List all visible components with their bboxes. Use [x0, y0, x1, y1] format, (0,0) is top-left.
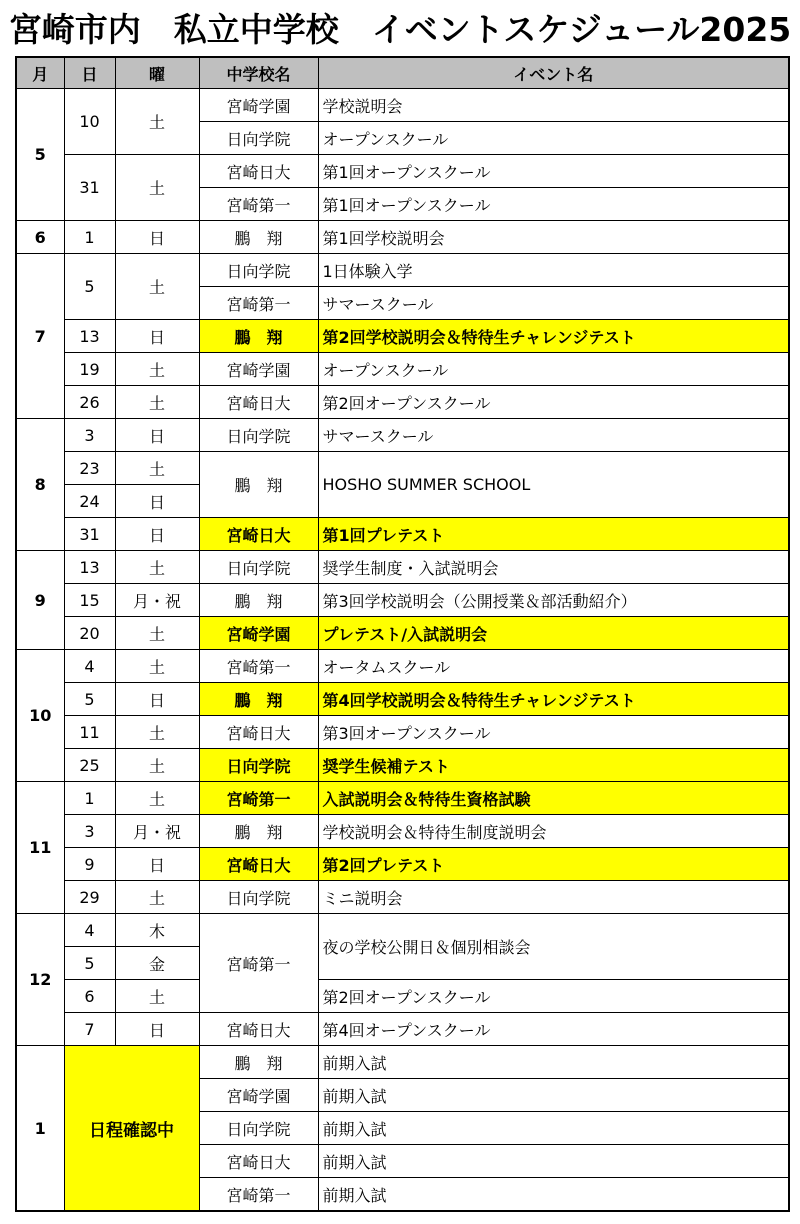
weekday-cell: 日: [115, 518, 199, 551]
event-cell: プレテスト/入試説明会: [318, 617, 789, 650]
day-cell: 23: [64, 452, 115, 485]
table-row: [16, 1046, 789, 1079]
page-title: 宮崎市内 私立中学校 イベントスケジュール2025: [8, 10, 792, 49]
weekday-cell: 土: [115, 716, 199, 749]
month-cell: 12: [16, 914, 64, 1046]
event-cell: 前期入試: [318, 1112, 789, 1145]
day-cell: 31: [64, 518, 115, 551]
weekday-cell: 土: [115, 617, 199, 650]
weekday-cell: 土: [115, 980, 199, 1013]
weekday-cell: 土: [115, 452, 199, 485]
school-cell: 宮崎第一: [199, 650, 318, 683]
school-cell: 日向学院: [199, 122, 318, 155]
day-cell: 9: [64, 848, 115, 881]
event-cell: 学校説明会＆特待生制度説明会: [318, 815, 789, 848]
event-cell: 第2回学校説明会＆特待生チャレンジテスト: [318, 320, 789, 353]
table-row: [16, 782, 789, 815]
header-month: 月: [16, 57, 64, 89]
weekday-cell: 日: [115, 221, 199, 254]
day-cell: 13: [64, 551, 115, 584]
day-cell: 20: [64, 617, 115, 650]
school-cell: 鵬 翔: [199, 815, 318, 848]
schedule-body: [16, 89, 789, 1212]
event-cell: オータムスクール: [318, 650, 789, 683]
day-cell: 1: [64, 221, 115, 254]
schedule-pending-cell: 日程確認中: [64, 1046, 199, 1212]
weekday-cell: 日: [115, 1013, 199, 1046]
table-row: [16, 650, 789, 683]
weekday-cell: 月・祝: [115, 815, 199, 848]
weekday-cell: 土: [115, 551, 199, 584]
table-row: [16, 452, 789, 485]
event-cell: 入試説明会＆特待生資格試験: [318, 782, 789, 815]
school-cell: 宮崎学園: [199, 89, 318, 122]
header-day: 日: [64, 57, 115, 89]
day-cell: 11: [64, 716, 115, 749]
table-row: [16, 749, 789, 782]
month-cell: 10: [16, 650, 64, 782]
table-row: [16, 1013, 789, 1046]
month-cell: 5: [16, 89, 64, 221]
event-cell: 第2回オープンスクール: [318, 386, 789, 419]
month-cell: 8: [16, 419, 64, 551]
event-cell: 前期入試: [318, 1079, 789, 1112]
event-cell: 1日体験入学: [318, 254, 789, 287]
table-row: [16, 155, 789, 188]
weekday-cell: 土: [115, 881, 199, 914]
event-cell: 前期入試: [318, 1145, 789, 1178]
weekday-cell: 土: [115, 782, 199, 815]
school-cell: 宮崎日大: [199, 716, 318, 749]
weekday-cell: 土: [115, 386, 199, 419]
day-cell: 26: [64, 386, 115, 419]
school-cell: 日向学院: [199, 1112, 318, 1145]
school-cell: 宮崎第一: [199, 188, 318, 221]
table-row: [16, 353, 789, 386]
weekday-cell: 土: [115, 254, 199, 320]
table-row: [16, 848, 789, 881]
event-cell: サマースクール: [318, 287, 789, 320]
day-cell: 25: [64, 749, 115, 782]
school-cell: 宮崎第一: [199, 287, 318, 320]
school-cell: 鵬 翔: [199, 584, 318, 617]
table-row: [16, 320, 789, 353]
day-cell: 6: [64, 980, 115, 1013]
school-cell: 鵬 翔: [199, 1046, 318, 1079]
table-row: [16, 914, 789, 947]
event-cell: 第2回オープンスクール: [318, 980, 789, 1013]
table-row: [16, 716, 789, 749]
day-cell: 13: [64, 320, 115, 353]
weekday-cell: 日: [115, 419, 199, 452]
school-cell: 宮崎学園: [199, 353, 318, 386]
table-row: [16, 89, 789, 122]
weekday-cell: 日: [115, 683, 199, 716]
school-cell: 日向学院: [199, 254, 318, 287]
school-cell: 宮崎日大: [199, 386, 318, 419]
event-cell: オープンスクール: [318, 353, 789, 386]
header-row: [16, 57, 789, 89]
event-cell: 第1回オープンスクール: [318, 188, 789, 221]
event-cell: オープンスクール: [318, 122, 789, 155]
event-cell: 前期入試: [318, 1178, 789, 1212]
event-cell: HOSHO SUMMER SCHOOL: [318, 452, 789, 518]
school-cell: 日向学院: [199, 419, 318, 452]
event-cell: 第2回プレテスト: [318, 848, 789, 881]
month-cell: 9: [16, 551, 64, 650]
weekday-cell: 土: [115, 353, 199, 386]
school-cell: 宮崎学園: [199, 1079, 318, 1112]
weekday-cell: 月・祝: [115, 584, 199, 617]
day-cell: 5: [64, 254, 115, 320]
weekday-cell: 日: [115, 485, 199, 518]
month-cell: 7: [16, 254, 64, 419]
day-cell: 29: [64, 881, 115, 914]
school-cell: 宮崎第一: [199, 782, 318, 815]
event-cell: 前期入試: [318, 1046, 789, 1079]
table-row: [16, 386, 789, 419]
school-cell: 宮崎第一: [199, 914, 318, 1013]
event-cell: ミニ説明会: [318, 881, 789, 914]
day-cell: 24: [64, 485, 115, 518]
table-row: [16, 518, 789, 551]
month-cell: 1: [16, 1046, 64, 1212]
school-cell: 日向学院: [199, 749, 318, 782]
header-school: 中学校名: [199, 57, 318, 89]
day-cell: 4: [64, 650, 115, 683]
school-cell: 鵬 翔: [199, 452, 318, 518]
day-cell: 4: [64, 914, 115, 947]
table-row: [16, 980, 789, 1013]
month-cell: 6: [16, 221, 64, 254]
day-cell: 7: [64, 1013, 115, 1046]
header-event: イベント名: [318, 57, 789, 89]
event-cell: 第4回オープンスクール: [318, 1013, 789, 1046]
day-cell: 5: [64, 683, 115, 716]
event-cell: 学校説明会: [318, 89, 789, 122]
table-row: [16, 254, 789, 287]
weekday-cell: 金: [115, 947, 199, 980]
event-cell: 第4回学校説明会＆特待生チャレンジテスト: [318, 683, 789, 716]
event-cell: 夜の学校公開日＆個別相談会: [318, 914, 789, 980]
weekday-cell: 土: [115, 749, 199, 782]
table-row: [16, 683, 789, 716]
weekday-cell: 土: [115, 155, 199, 221]
table-row: [16, 419, 789, 452]
day-cell: 3: [64, 815, 115, 848]
event-cell: 第1回オープンスクール: [318, 155, 789, 188]
event-cell: 第3回学校説明会（公開授業＆部活動紹介）: [318, 584, 789, 617]
school-cell: 宮崎日大: [199, 518, 318, 551]
school-cell: 宮崎日大: [199, 848, 318, 881]
day-cell: 31: [64, 155, 115, 221]
school-cell: 日向学院: [199, 881, 318, 914]
table-row: [16, 551, 789, 584]
table-row: [16, 881, 789, 914]
school-cell: 日向学院: [199, 551, 318, 584]
weekday-cell: 日: [115, 848, 199, 881]
school-cell: 鵬 翔: [199, 320, 318, 353]
event-cell: 奨学生候補テスト: [318, 749, 789, 782]
event-cell: 第1回学校説明会: [318, 221, 789, 254]
day-cell: 19: [64, 353, 115, 386]
school-cell: 宮崎日大: [199, 1145, 318, 1178]
schedule-table: [15, 56, 790, 1212]
table-row: [16, 221, 789, 254]
event-cell: 第3回オープンスクール: [318, 716, 789, 749]
weekday-cell: 日: [115, 320, 199, 353]
day-cell: 10: [64, 89, 115, 155]
school-cell: 宮崎日大: [199, 1013, 318, 1046]
school-cell: 鵬 翔: [199, 683, 318, 716]
event-cell: サマースクール: [318, 419, 789, 452]
school-cell: 宮崎第一: [199, 1178, 318, 1212]
header-weekday: 曜: [115, 57, 199, 89]
school-cell: 宮崎日大: [199, 155, 318, 188]
weekday-cell: 木: [115, 914, 199, 947]
day-cell: 5: [64, 947, 115, 980]
month-cell: 11: [16, 782, 64, 914]
event-cell: 第1回プレテスト: [318, 518, 789, 551]
weekday-cell: 土: [115, 650, 199, 683]
day-cell: 1: [64, 782, 115, 815]
school-cell: 宮崎学園: [199, 617, 318, 650]
event-cell: 奨学生制度・入試説明会: [318, 551, 789, 584]
day-cell: 3: [64, 419, 115, 452]
table-row: [16, 584, 789, 617]
day-cell: 15: [64, 584, 115, 617]
weekday-cell: 土: [115, 89, 199, 155]
table-row: [16, 617, 789, 650]
table-row: [16, 815, 789, 848]
school-cell: 鵬 翔: [199, 221, 318, 254]
